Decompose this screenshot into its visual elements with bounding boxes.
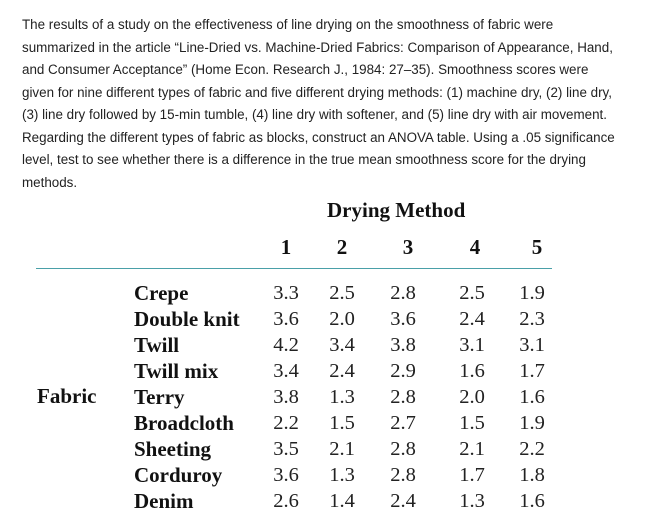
table-cell: 2.0 [329,308,355,330]
table-cell: 1.6 [519,490,545,512]
problem-statement: The results of a study on the effectiveness of line drying on the smoothness of fabric were summarized in the article “Line-Dried vs. Machine-Dried Fabrics: Comparison of Appearance, Hand, and Consumer Acceptance” (Home Econ. Research J., 1984: 27–35). Smoothness scores were given for nine different types of fabric and five different drying methods: (1) machine dry, (2) line dry, (3) line dry followed by 15-min tumble, (4) line dry with softener, and (5) line dry with air movement. Regarding the different types of fabric as blocks, construct an ANOVA table. Using a .05 significance level, test to see whether there is a difference in the true mean smoothness score for the drying methods. [22,17,615,190]
table-cell: 2.4 [390,490,416,512]
row-group-title: Fabric [37,384,97,408]
table-cell: 3.8 [273,386,299,408]
table-cell: 1.4 [329,490,355,512]
table-cell: 1.9 [519,412,545,434]
table-cell: 1.7 [519,360,545,382]
column-group-title: Drying Method [327,198,466,222]
table-cell: 1.6 [519,386,545,408]
table-cell: 2.1 [329,438,355,460]
table-cell: 3.1 [519,334,545,356]
row-label: Broadcloth [134,411,234,435]
table-cell: 1.9 [519,282,545,304]
table-cell: 4.2 [273,334,299,356]
table-cell: 2.2 [519,438,545,460]
table-cell: 3.1 [459,334,485,356]
table-cell: 1.8 [519,464,545,486]
header-rule [36,268,552,269]
table-cell: 1.7 [459,464,485,486]
table-cell: 1.6 [459,360,485,382]
table-cell: 2.5 [329,282,355,304]
row-label: Denim [134,489,194,513]
table-cell: 2.8 [390,386,416,408]
table-cell: 2.7 [390,412,416,434]
table-cell: 3.6 [273,464,299,486]
table-cell: 2.2 [273,412,299,434]
table-cell: 2.6 [273,490,299,512]
table-cell: 1.5 [459,412,485,434]
table-cell: 1.3 [329,386,355,408]
table-cell: 3.4 [273,360,299,382]
column-header: 2 [336,235,348,259]
column-header: 4 [469,235,481,259]
table-cell: 2.1 [459,438,485,460]
table-cell: 3.6 [273,308,299,330]
smoothness-data-table [0,196,650,526]
table-cell: 2.4 [459,308,485,330]
table-cell: 2.8 [390,464,416,486]
table-cell: 1.3 [459,490,485,512]
row-label: Crepe [134,281,189,305]
row-label: Twill mix [134,359,219,383]
table-cell: 3.3 [273,282,299,304]
row-label: Double knit [134,307,240,331]
table-cell: 3.5 [273,438,299,460]
table-cell: 2.8 [390,438,416,460]
row-label: Twill [134,333,180,357]
table-cell: 3.4 [329,334,355,356]
table-cell: 1.3 [329,464,355,486]
table-cell: 2.5 [459,282,485,304]
table-cell: 2.9 [390,360,416,382]
table-cell: 3.8 [390,334,416,356]
table-cell: 2.3 [519,308,545,330]
row-label: Corduroy [134,463,223,487]
table-cell: 2.4 [329,360,355,382]
table-cell: 2.8 [390,282,416,304]
row-label: Terry [134,385,185,409]
column-header: 1 [280,235,292,259]
column-header: 3 [402,235,414,259]
table-cell: 3.6 [390,308,416,330]
table-cell: 1.5 [329,412,355,434]
row-label: Sheeting [134,437,212,461]
table-cell: 2.0 [459,386,485,408]
column-header: 5 [531,235,543,259]
